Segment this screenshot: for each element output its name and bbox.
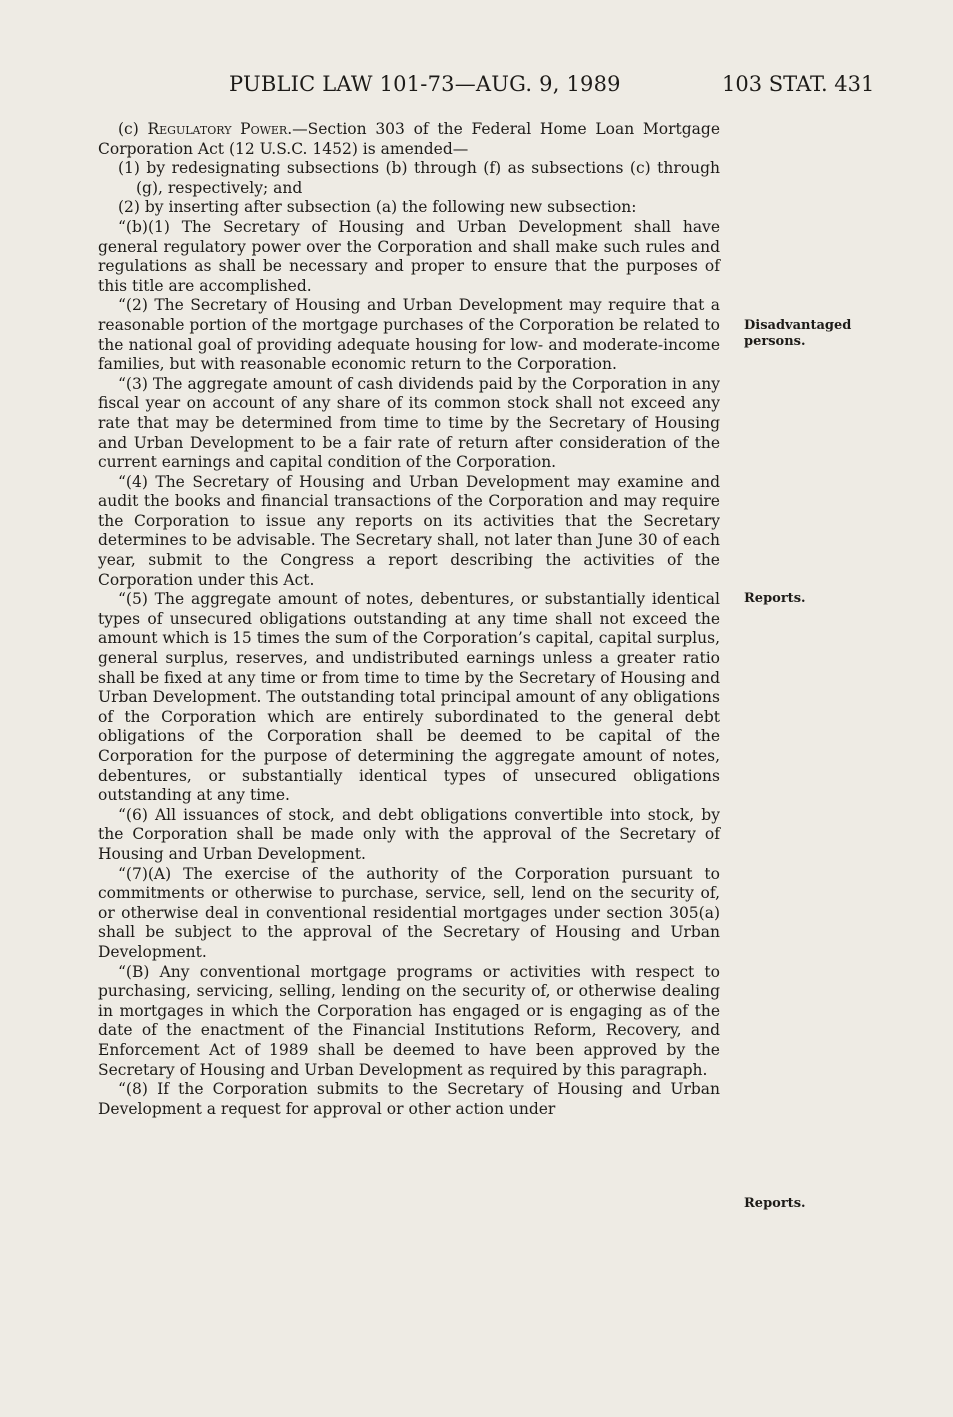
amendment-item-1: (1) by redesignating subsections (b) through (f) as subsections (c) through (g), respectively; and — [118, 159, 720, 197]
section-heading: Regulatory Power — [147, 120, 288, 138]
margin-note-disadvantaged-persons — [744, 318, 851, 350]
subsection-b2: “(2) The Secretary of Housing and Urban Development may require that a reasonable portion of the mortgage purchases of the Corporation be related to the national goal of providing adequate housing for low- and moderate-income families, but with reasonable economic return to the Corporation. — [98, 296, 720, 374]
margin-note-line: Disadvantaged — [744, 318, 852, 333]
subsection-b4: “(4) The Secretary of Housing and Urban Development may examine and audit the books and financial transactions of the Corporation and may require the Corporation to issue any reports on its activities that the Secretary determines to be advisable. The Secretary shall, not later than June 30 of each year, submit to the Congress a report describing the activities of the Corporation under this Act. — [98, 472, 720, 589]
paragraph-text: .—Section 303 of the Federal Home Loan Mortgage Corporation Act (12 U.S.C. 1452) is amended— — [98, 120, 720, 158]
subsection-b3: “(3) The aggregate amount of cash dividends paid by the Corporation in any fiscal year on account of any share of its common stock shall not exceed any rate that may be determined from time to time by the Secretary of Housing and Urban Development to be a fair rate of return after consideration of the current earnings and capital condition of the Corporation. — [98, 374, 720, 472]
amendment-item-2: (2) by inserting after subsection (a) the following new subsection: — [118, 198, 637, 217]
margin-note-line: persons. — [744, 334, 806, 349]
subsection-b7b: “(B) Any conventional mortgage programs or activities with respect to purchasing, servicing, selling, lending on the security of, or otherwise dealing in mortgages in which the Corporation has engaged or is engaging as of the date of the enactment of the Financial Institutions Reform, Recovery, and Enforcement Act of 1989 shall be deemed to have been approved by the Secretary of Housing and Urban Development as required by this paragraph. — [98, 962, 720, 1079]
subsection-b8: “(8) If the Corporation submits to the Secretary of Housing and Urban Development a request for approval or other action under — [98, 1080, 720, 1118]
subsection-b5: “(5) The aggregate amount of notes, debentures, or substantially identical types of unsecured obligations outstanding at any time shall not exceed the amount which is 15 times the sum of the Corporation’s capital, capital surplus, general surplus, reserves, and undistributed earnings unless a greater ratio shall be fixed at any time or from time to time by the Secretary of Housing and Urban Development. The outstanding total principal amount of any obligations of the Corporation which are entirely subordinated to the general debt obligations of the Corporation shall be deemed to be capital of the Corporation for the purpose of determining the aggregate amount of notes, debentures, or substantially identical types of unsecured obligations outstanding at any time. — [98, 590, 720, 805]
law-body-text — [98, 120, 720, 1119]
subsection-b1: “(b)(1) The Secretary of Housing and Urban Development shall have general regulatory power over the Corporation and shall make such rules and regulations as shall be necessary and proper to ensure that the purposes of this title are accomplished. — [98, 217, 720, 295]
subsection-b6: “(6) All issuances of stock, and debt obligations convertible into stock, by the Corporation shall be made only with the approval of the Secretary of Housing and Urban Development. — [98, 805, 720, 863]
page-header-title: PUBLIC LAW 101-73—AUG. 9, 1989 — [229, 72, 621, 96]
page-header-stat: 103 STAT. 431 — [722, 72, 875, 96]
paragraph-c-regulatory-power — [98, 120, 720, 159]
margin-note-reports: Reports. — [744, 1196, 806, 1211]
margin-note-reports: Reports. — [744, 591, 806, 606]
paragraph-prefix: (c) — [118, 120, 148, 138]
subsection-b7a: “(7)(A) The exercise of the authority of the Corporation pursuant to commitments or otherwise to purchase, service, sell, lend on the security of, or otherwise deal in conventional residential mortgages under section 305(a) shall be subject to the approval of the Secretary of Housing and Urban Development. — [98, 864, 720, 961]
